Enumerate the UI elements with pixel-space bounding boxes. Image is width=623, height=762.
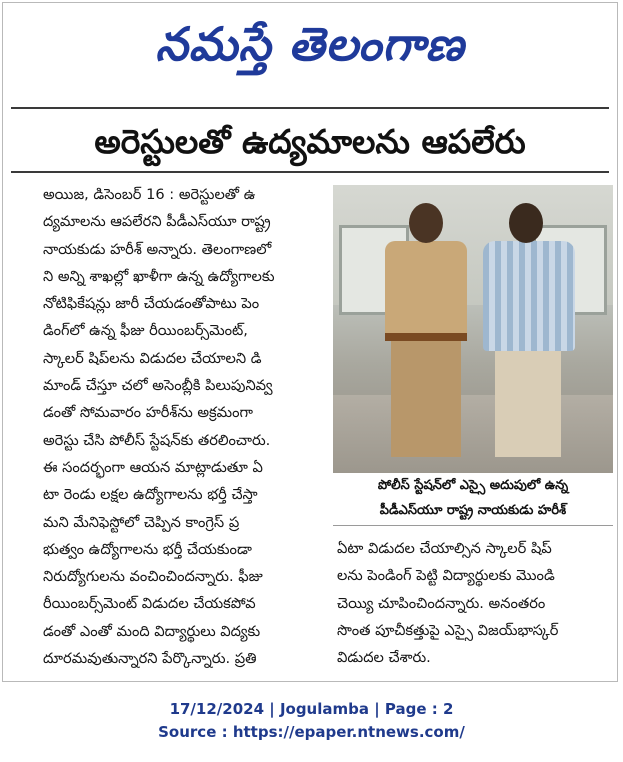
- photo-floor: [333, 395, 613, 473]
- edition-info: 17/12/2024 | Jogulamba | Page : 2: [169, 700, 454, 718]
- article-line: లను పెండింగ్ పెట్టి విద్యార్థులకు మొండి: [337, 567, 555, 585]
- police-officer-figure: [385, 241, 467, 337]
- article-headline: అరెస్టులతో ఉద్యమాలను ఆపలేరు: [94, 122, 526, 161]
- article-line: ద్యమాలను ఆపలేరని పీడీఎస్‌యూ రాష్ట్ర: [43, 213, 271, 231]
- article-line: సొంత పూచీకత్తుపై ఎస్సై విజయ్‌భాస్కర్: [337, 621, 559, 639]
- masthead-divider: [11, 107, 609, 109]
- headline-divider: [11, 171, 609, 173]
- student-leader-head: [509, 203, 543, 243]
- photo-caption-line: పీడీఎస్‌యూ రాష్ట్ర నాయకుడు హరీశ్: [379, 503, 567, 518]
- article-line: ఏటా విడుదల చేయాల్సిన స్కాలర్ షిప్: [337, 540, 552, 557]
- article-body-right-column: [337, 535, 615, 675]
- article-line: ఈ సందర్భంగా ఆయన మాట్లాడుతూ ఏ: [43, 458, 263, 476]
- student-leader-figure: [483, 241, 575, 351]
- article-line: ని అన్ని శాఖల్లో ఖాళీగా ఉన్న ఉద్యోగాలకు: [43, 267, 275, 285]
- article-line: నిరుద్యోగులను వంచించిందన్నారు. ఫీజు: [43, 568, 263, 586]
- newspaper-clipping: [2, 2, 618, 682]
- article-line: మని మేనిఫెస్టోలో చెప్పిన కాంగ్రెస్ ప్ర: [43, 513, 240, 531]
- article-line: మాండ్ చేస్తూ చలో అసెంబ్లీకి పిలుపునివ్వ: [43, 377, 273, 395]
- photo-caption-line: పోలీస్ స్టేషన్‌లో ఎస్సై అదుపులో ఉన్న: [377, 478, 569, 493]
- article-line: స్కాలర్ షిప్‌లను విడుదల చేయాలని డి: [43, 349, 262, 367]
- article-photo: [333, 185, 613, 473]
- police-belt: [385, 333, 467, 341]
- student-leader-legs: [495, 351, 561, 457]
- caption-divider: [333, 525, 613, 526]
- police-officer-legs: [391, 341, 461, 457]
- police-officer-head: [409, 203, 443, 243]
- article-line: అరెస్టు చేసి పోలీస్ స్టేషన్‌కు తరలించారు.: [43, 431, 271, 449]
- article-line: నోటిఫికేషన్లు జారీ చేయడంతోపాటు పెం: [43, 295, 260, 313]
- article-line: డంతో ఎంతో మంది విద్యార్థులు విద్యకు: [43, 622, 261, 640]
- article-line: దూరమవుతున్నారని పేర్కొన్నారు. ప్రతి: [43, 650, 257, 668]
- article-line: రీయింబర్స్‌మెంట్ విడుదల చేయకపోవ: [43, 595, 256, 613]
- article-line: చెయ్యి చూపించిందన్నారు. అనంతరం: [337, 594, 546, 612]
- article-line: డింగ్‌లో ఉన్న ఫీజు రీయింబర్స్‌మెంట్,: [43, 322, 248, 340]
- newspaper-masthead: నమస్తే తెలంగాణ: [155, 17, 465, 71]
- article-line: భుత్వం ఉద్యోగాలను భర్తీ చేయకుండా: [43, 540, 252, 558]
- article-line: టా రెండు లక్షల ఉద్యోగాలను భర్తీ చేస్తా: [43, 486, 258, 504]
- article-line: అయిజ, డిసెంబర్ 16 : అరెస్టులతో ఉ: [43, 186, 256, 203]
- article-line: నాయకుడు హరీశ్ అన్నారు. తెలంగాణలో: [43, 240, 272, 258]
- source-link[interactable]: Source : https://epaper.ntnews.com/: [158, 723, 465, 741]
- article-line: విడుదల చేశారు.: [337, 649, 431, 667]
- article-line: డంతో సోమవారం హరీశ్‌ను అక్రమంగా: [43, 404, 253, 422]
- article-body-left-column: [43, 181, 327, 681]
- photo-caption: [333, 473, 613, 523]
